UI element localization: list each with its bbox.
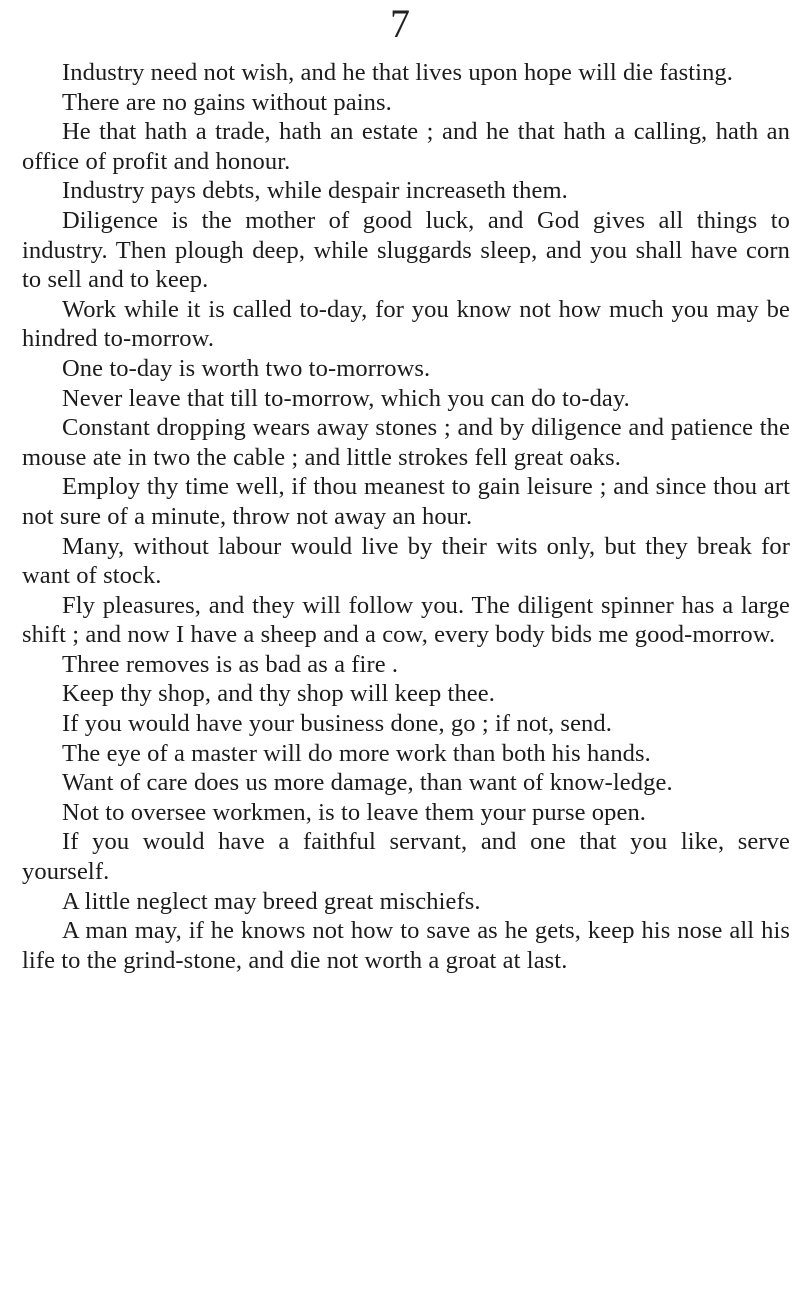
paragraph: One to-day is worth two to-morrows. [62,354,431,382]
page-number: 7 [390,1,410,46]
paragraph: Want of care does us more damage, than want of know-ledge. [62,769,673,797]
paragraph: He that hath a trade, hath an estate ; and he that hath a calling, hath an office of profit and honour. [22,118,790,175]
paragraph: Many, without labour would live by their wits only, but they break for want of stock. [22,532,790,590]
paragraph: There are no gains without pains. [62,88,392,116]
text-block [22,58,790,975]
paragraph: Industry need not wish, and he that lives upon hope will die fasting. [62,59,734,86]
paragraph: If you would have a faithful servant, and one that you like, serve yourself. [22,828,790,886]
paragraph: Work while it is called to-day, for you know not how much you may be hindred to-morrow. [22,295,790,353]
paragraph: Never leave that till to-morrow, which you can do to-day. [62,384,630,412]
paragraph: Keep thy shop, and thy shop will keep thee. [62,680,495,708]
paragraph: A man may, if he knows not how to save as he gets, keep his nose all his life to the grind-stone, and die not worth a groat at last. [22,917,790,974]
paragraph: Diligence is the mother of good luck, and God gives all things to industry. Then plough deep, while sluggards sleep, and you shall have corn to sell and to keep. [22,206,790,294]
paragraph: A little neglect may breed great mischiefs. [62,887,481,915]
paragraph: If you would have your business done, go ; if not, send. [62,710,612,738]
paragraph: Employ thy time well, if thou meanest to gain leisure ; and since thou art not sure of a minute, throw not away an hour. [22,473,790,530]
paragraph: The eye of a master will do more work than both his hands. [62,739,651,767]
paragraph: Constant dropping wears away stones ; and by diligence and patience the mouse ate in two the cable ; and little strokes fell great oaks. [22,414,790,471]
paragraph: Industry pays debts, while despair increaseth them. [62,177,568,205]
paragraph: Fly pleasures, and they will follow you. The diligent spinner has a large shift ; and now I have a sheep and a cow, every body bids me good-morrow. [22,591,790,649]
paragraph: Not to oversee workmen, is to leave them your purse open. [62,798,647,826]
paragraph: Three removes is as bad as a fire . [62,650,399,678]
